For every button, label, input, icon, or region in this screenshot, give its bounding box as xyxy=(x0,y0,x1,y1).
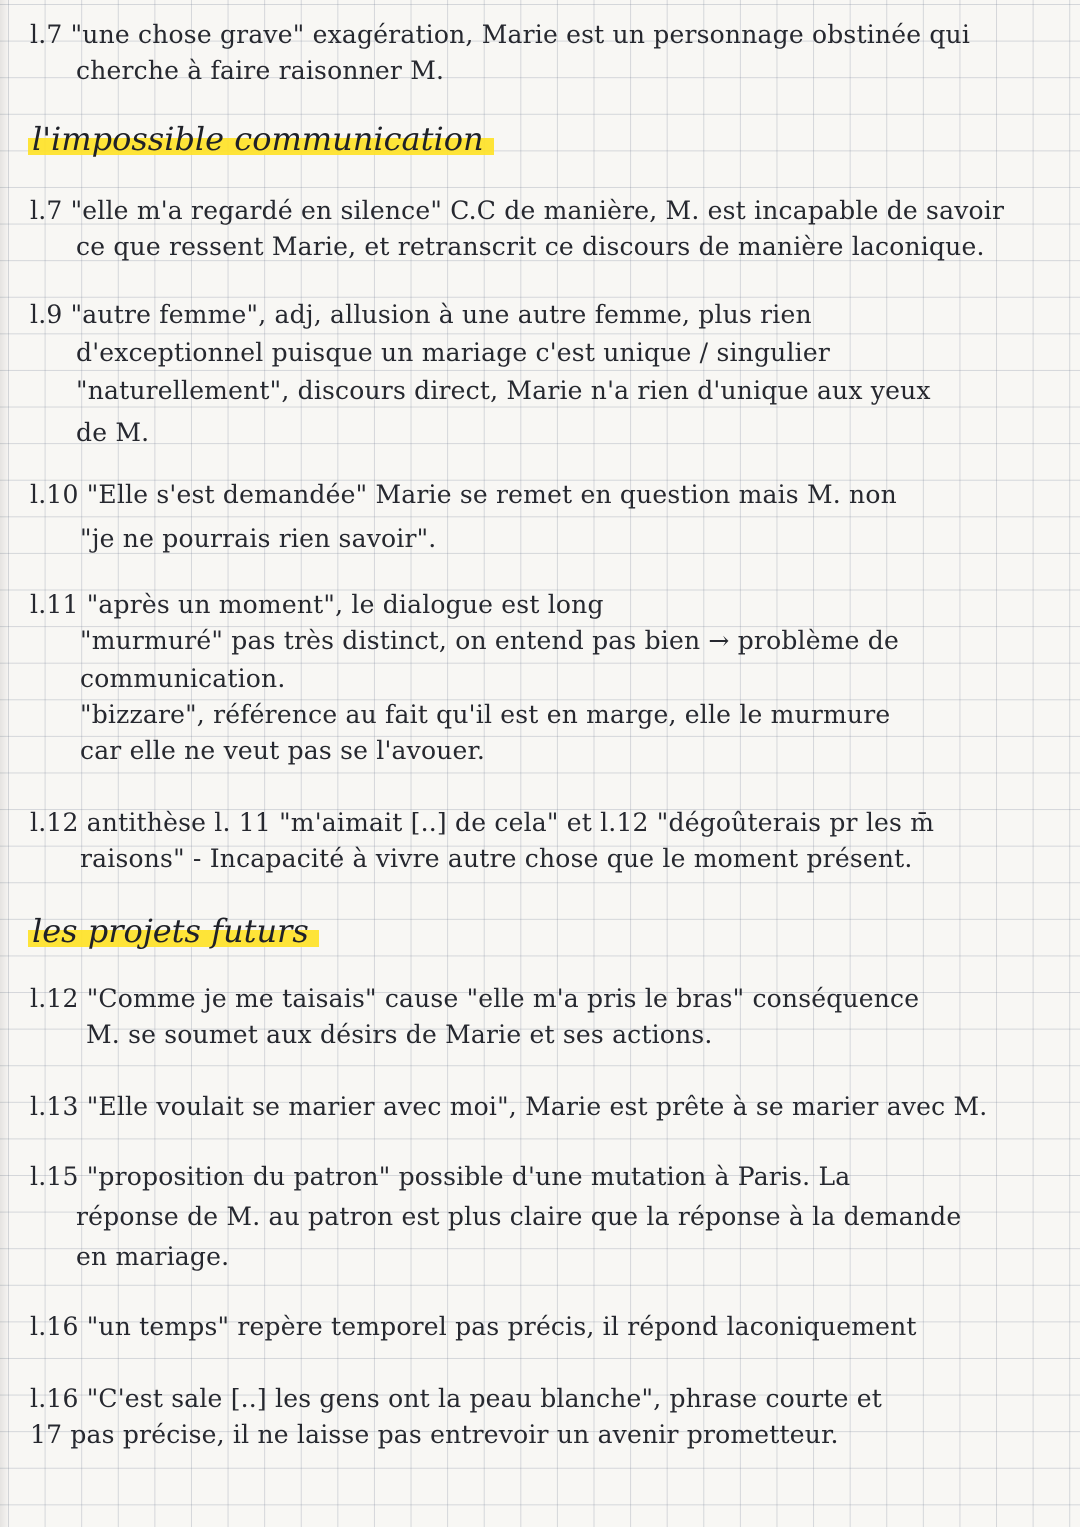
note-line: "naturellement", discours direct, Marie n'a rien d'unique aux yeux xyxy=(76,376,931,405)
note-line: réponse de M. au patron est plus claire que la réponse à la demande xyxy=(76,1202,962,1231)
note-line: 17 pas précise, il ne laisse pas entrevoir un avenir prometteur. xyxy=(30,1420,839,1449)
note-line: l.12 antithèse l. 11 "m'aimait [..] de cela" et l.12 "dégoûterais pr les m̄ xyxy=(30,808,935,837)
heading-highlight: l'impossible communication xyxy=(28,120,494,158)
note-line: "je ne pourrais rien savoir". xyxy=(80,524,437,553)
note-line: cherche à faire raisonner M. xyxy=(76,56,445,85)
note-line: l.13 "Elle voulait se marier avec moi", Marie est prête à se marier avec M. xyxy=(30,1092,988,1121)
note-line: l.16 "C'est sale [..] les gens ont la peau blanche", phrase courte et xyxy=(30,1384,882,1413)
note-line: ce que ressent Marie, et retranscrit ce discours de manière laconique. xyxy=(76,232,985,261)
note-line: "bizzare", référence au fait qu'il est en marge, elle le murmure xyxy=(80,700,891,729)
note-line: l.16 "un temps" repère temporel pas précis, il répond laconiquement xyxy=(30,1312,917,1341)
note-line: l.10 "Elle s'est demandée" Marie se remet en question mais M. non xyxy=(30,480,897,509)
note-line: en mariage. xyxy=(76,1242,230,1271)
section-heading-impossible-communication xyxy=(28,120,494,158)
heading-highlight: les projets futurs xyxy=(28,912,319,950)
note-line: "murmuré" pas très distinct, on entend pas bien → problème de xyxy=(80,626,899,655)
note-line: M. se soumet aux désirs de Marie et ses actions. xyxy=(86,1020,713,1049)
note-line: de M. xyxy=(76,418,150,447)
note-line: l.9 "autre femme", adj, allusion à une autre femme, plus rien xyxy=(30,300,812,329)
note-line: communication. xyxy=(80,664,286,693)
note-line: l.7 "elle m'a regardé en silence" C.C de manière, M. est incapable de savoir xyxy=(30,196,1005,225)
note-line: l.11 "après un moment", le dialogue est long xyxy=(30,590,604,619)
note-line: car elle ne veut pas se l'avouer. xyxy=(80,736,486,765)
note-line: d'exceptionnel puisque un mariage c'est unique / singulier xyxy=(76,338,831,367)
note-line: l.15 "proposition du patron" possible d'une mutation à Paris. La xyxy=(30,1162,851,1191)
note-line: l.7 "une chose grave" exagération, Marie est un personnage obstinée qui xyxy=(30,20,971,49)
note-line: l.12 "Comme je me taisais" cause "elle m'a pris le bras" conséquence xyxy=(30,984,920,1013)
note-line: raisons" - Incapacité à vivre autre chose que le moment présent. xyxy=(80,844,913,873)
section-heading-projets-futurs xyxy=(28,912,319,950)
page-edge-shadow xyxy=(0,0,10,1527)
